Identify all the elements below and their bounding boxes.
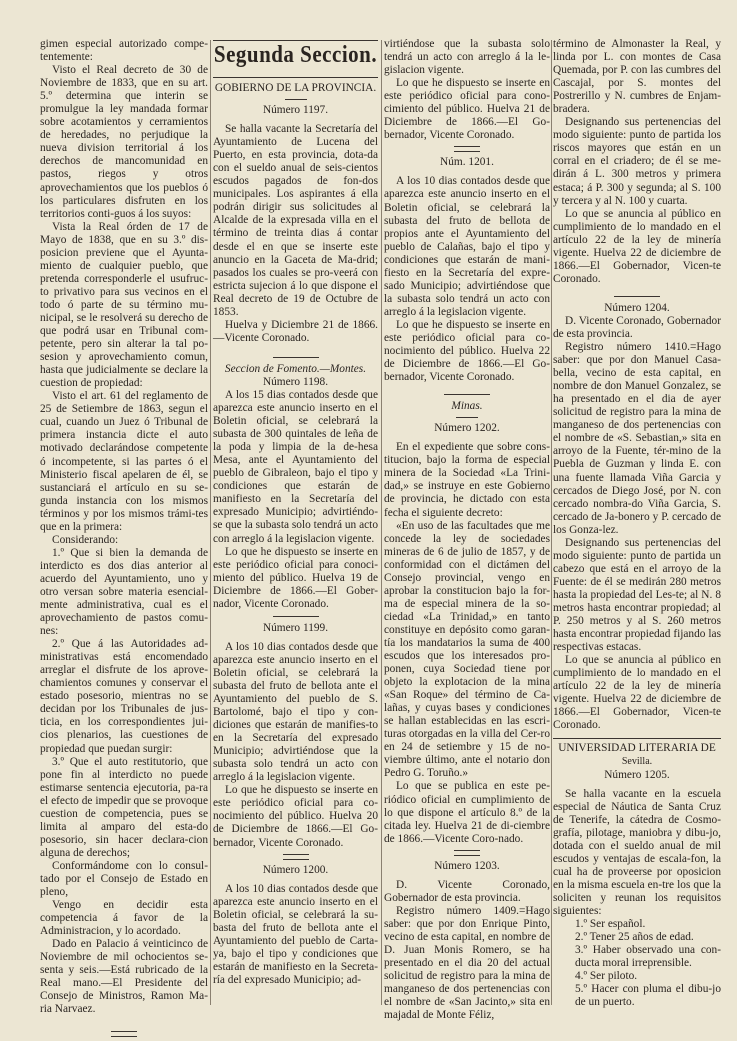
paragraph: Registro número 1410.=Hago saber: que por don Manuel Casa-bella, vecino de esta capital, en nombre de don Manuel Gonzalez, se ha presentado en el dia de ayer solicitud de registro para la mina de manganeso de dos pertenencias con el nombre de «S. Sebastian,» sita en arroyo de la Fuente, tér-mino de la Puebla de Guzman y linda E. con una fuente llamada Viña Garcia y cercados de Diego José, por N. con cercado nombra-do Viña Garcia, S. cercado de Ja-bonero y P. cercado de los Gonza-lez. <box>553 341 721 536</box>
requirement-item: 1.º Ser español. <box>575 918 646 931</box>
signature: Huelva y Diciembre 21 de 1866. —Vicente Coronado. <box>213 318 378 344</box>
column-divider <box>551 40 552 1005</box>
heading-governor: D. Vicente Coronado, Gobernador de esta provincia. <box>553 314 721 340</box>
paragraph: Lo que se anuncia al público en cumplimiento de lo mandado en el artículo 22 de la ley de minería vigente. Huelva 22 de diciembre de 1866.—El Gobernador, Vicen-te Coronado. <box>553 207 721 285</box>
section-header-box <box>213 40 378 78</box>
heading-fomento: Seccion de Fomento.—Montes. <box>224 362 367 375</box>
paragraph: virtiéndose que la subasta solo tendrá un acto con arreglo á la le-gislacion vigente. <box>384 38 550 77</box>
paragraph: Vengo en decidir esta competencia á favor de la Administracion, y lo acordado. <box>40 899 208 938</box>
divider <box>111 1031 137 1037</box>
column-4 <box>553 38 721 1009</box>
paragraph: Lo que he dispuesto se inserte en este periódico oficial para cono-cimiento del público. Huelva 21 de Diciembre de 1866.—El Go-bernador, Vicente Coronado. <box>384 77 550 142</box>
column-1 <box>40 38 208 1041</box>
heading-universidad: UNIVERSIDAD LITERARIA DE <box>558 742 716 755</box>
column-3 <box>384 38 550 1022</box>
divider <box>283 854 309 860</box>
paragraph: Conformándome con lo consul-tado por el Consejo de Estado en pleno, <box>40 859 208 899</box>
notice-number: Número 1204. <box>604 301 670 314</box>
notice-number: Número 1205. <box>604 768 670 781</box>
paragraph: A los 10 dias contados desde que aparezca este anuncio inserto en el Boletin oficial, se celebrará la subasta del fruto de bellota ante el Ayuntamiento del pueblo de S. Bartolomé, bajo el tipo y con-diciones que estarán de manifies-to en la Secretaría del expresado Municipio; advirtiéndose que la subasta solo tendrá un acto con arreglo á la legislacion vigente. <box>213 640 378 784</box>
paragraph: Se halla vacante en la escuela especial de Náutica de Santa Cruz de Tenerife, la cátedra de Cosmo-grafía, pilotage, maniobra y dibu-jo, dotada con el sueldo anual de mil escudos y ventajas de escala-fon, la cual ha de proveerse por oposicion en la misma escuela en-tre los que la soliciten y reunan los requisitos siguientes: <box>553 787 721 917</box>
paragraph: Se halla vacante la Secretaría del Ayuntamiento de Lucena del Puerto, en esta provincia, dota-da con el sueldo anual de seis-cientos escudos pagados de fon-dos municipales. Los aspirantes á ella podrán dirigir sus solicitudes al Alcalde de la expresada villa en el término de treinta dias á contar desde el en que se inserte este anuncio en la Gaceta de Ma-drid; pasados los cuales se pro-veerá con estricta sujecion á lo que dispone el Real decreto de 19 de Octubre de 1853. <box>213 123 378 318</box>
paragraph: Lo que he dispuesto se inserte en este periódico oficial para conoci-miento del público. Huelva 19 de Diciembre de 1866.—El Gober-nador, Vicente Coronado. <box>213 545 378 610</box>
heading-gobierno: GOBIERNO DE LA PROVINCIA. <box>214 82 377 94</box>
notice-number: Número 1200. <box>262 863 329 876</box>
paragraph: Visto el art. 61 del reglamento de 25 de Setiembre de 1863, segun el cual, cuando un Juez ó Tribunal de primera instancia dicte el auto motivado declarándose competente ó incompetente, si las partes ó el Ministerio fiscal apelaren de él, se sustanciará el artículo en su se-gunda instancia con los mismos términos y por los mismos trámi-tes que en la primera: <box>40 390 208 533</box>
column-divider <box>381 40 382 1005</box>
notice-number: Número 1199. <box>262 621 329 634</box>
divider <box>614 296 660 297</box>
paragraph: A los 15 dias contados desde que aparezca este anuncio inserto en el Boletin oficial, se celebrará la subasta de 300 quintales de leña de la poda y limpia de la de-hesa Mesa, ante el Ayuntamiento del pueblo de Gibraleon, bajo el tipo y condiciones que estarán de manifiesto en la Secretaría del expresado Municipio; advirtiéndo-se que la subasta solo tendrá un acto con arreglo á la legislacion vigente. <box>213 388 378 545</box>
paragraph: 1.º Que si bien la demanda de interdicto es dos dias anterior al acuerdo del Ayuntamiento, uno y otro versan sobre materia esencial-mente administrativa, cual es el aprovechamiento de pastos comu-nes: <box>40 546 208 638</box>
paragraph: En el expediente que sobre cons-titucion, bajo la forma de especial minera de la Sociedad «La Trini-dad,» se instruye en este Gobierno de provincia, he dictado con esta fecha el siguiente decreto: <box>384 441 550 519</box>
heading-minas: Minas. <box>451 400 483 413</box>
notice-number: Número 1202. <box>434 422 500 435</box>
requirement-item: 2.º Tener 25 años de edad. <box>575 931 694 944</box>
paragraph: Considerando: <box>52 533 119 546</box>
paragraph: Designando sus pertenencias del modo siguiente: punto de partida los riscos mayores que están en un corral en el criadero; de él se me-dirán á L. 300 metros y primera estaca; á P. 300 y segunda; al S. 100 y tercera y al N. 100 y cuarta. <box>553 116 721 207</box>
divider <box>456 417 478 418</box>
university-header <box>553 738 721 768</box>
paragraph: Designando sus pertenencias del modo siguiente: punto de partida un cabezo que está en el arroyo de la Fuente: de él se medirán 280 metros hasta la propiedad del Les-te; al N. 8 metros hasta encontrar propiedad; al P. 250 metros y al S. 260 metros hasta encontrar propiedad fijando las respectivas estacas. <box>553 536 721 654</box>
section-title: Segunda Seccion. <box>213 40 378 68</box>
paragraph: Vista la Real órden de 17 de Mayo de 1838, que en su 3.º dis-posicion previene que el Ayunta-miento de cualquier pueblo, que pretenda corresponderle el usufruc-to privativo para sus vecinos en el todo ó parte de su término mu-nicipal, se le resolverá su derecho de que podrá usar en Tribunal com-petente, pero sin alterar la tal po-sesion y aprovechamiento comun, hasta que judicialmente se declare la cuestion de propiedad: <box>40 220 208 390</box>
column-2 <box>213 38 378 987</box>
paragraph: A los 10 dias contados desde que aparezca este anuncio inserto en el Boletin oficial, se celebrará la subasta del fruto de bellota de propios ante el Ayuntamiento del pueblo de Calañas, bajo el tipo y condiciones que estarán de mani-fiesto en la Secretaría del expre-sado Municipio; advirtiéndose que la subasta solo tendrá un acto con arreglo á la legislacion vigente. <box>384 175 550 318</box>
paragraph: Registro número 1409.=Hago saber: que por don Enrique Pinto, vecino de esta capital, en nombre de D. Juan Monis Romero, se ha presentado en el dia 20 del actual solicitud de registro para la mina de manganeso de dos pertenencias con el nombre de «San Jacinto,» sita en majadal de Monte Féliz, <box>384 904 550 1022</box>
paragraph: Dado en Palacio á veinticinco de Noviembre de mil ochocientos se-senta y seis.—Está rubricado de la Real mano.—El Presidente del Consejo de Ministros, Ramon Ma-ria Narvaez. <box>40 938 208 1016</box>
column-divider <box>210 40 211 1005</box>
requirement-item: 5.º Hacer con pluma el dibu-jo de un puerto. <box>575 983 721 1009</box>
divider <box>273 357 319 358</box>
heading-sevilla: Sevilla. <box>621 756 653 768</box>
paragraph: Lo que he dispuesto se inserte en este periódico oficial para co-nocimiento del público. Huelva 20 de Diciembre de 1866.—El Go-bernador, Vicente Coronado. <box>213 784 378 849</box>
paragraph: A los 10 dias contados desde que aparezca este anuncio inserto en el Boletin oficial, se celebrará la su-basta del fruto de bellota ante el Ayuntamiento del pueblo de Carta-ya, bajo el tipo y condiciones que estarán de manifiesto en la Secreta-ría del expresado Municipio; ad- <box>213 882 378 986</box>
requirement-item: 3.º Haber observado una con-ducta moral irreprensible. <box>575 944 721 970</box>
heading-governor: D. Vicente Coronado, Gobernador de esta provincia. <box>384 878 550 904</box>
paragraph: 3.º Que el auto restitutorio, que pone fin al interdicto no puede estimarse sentencia ejecutoria, pa-ra el efecto de impedir que se provoque cuestion de competencia, pues se limita al amparo del esta-do posesorio, sin hacer declara-cion alguna de derechos; <box>40 755 208 859</box>
paragraph: Lo que he dispuesto se inserte en este periódico oficial para co-nocimiento del público. Huelva 22 de Diciembre de 1866.—El Go-bernador, Vicente Coronado. <box>384 318 550 384</box>
paragraph: «En uso de las facultades que me concede la ley de sociedades mineras de 6 de julio de 1857, y de conformidad con el dictámen del Consejo provincial, vengo en aprobar la constitucion bajo la for-ma de especial minera de la so-ciedad «La Trinidad,» en tanto constituye en depósito como garan-tía los mandatarios la suma de 400 escudos que los interesados pro-ponen, cuya Sociedad tiene por objeto la explotacion de la mina «San Roque» del término de Ca-lañas, y cuyas bases y condiciones se hallan establecidas en las escri-turas otorgadas en la villa del Cer-ro en 24 de setiembre y 15 de no-viembre último, ante el notario don Pedro G. Toruño.» <box>384 519 550 780</box>
divider <box>444 394 490 395</box>
divider <box>454 850 480 856</box>
paragraph: Lo que se publica en este pe-riódico oficial en cumplimiento de lo que dispone el artículo 8.º de la citada ley. Huelva 21 de di-ciembre de 1866.—Vicente Coro-nado. <box>384 780 550 845</box>
paragraph: gimen especial autorizado compe-tentemente: <box>40 38 208 64</box>
paragraph: 2.º Que á las Autoridades ad-ministrativas está encomendado arreglar el disfrute de los aprove-chamientos comunes y conservar el estado posesorio, mientras no se decidan por los Tribunales de jus-ticia, en los correspondientes jui-cios plenarios, las cuestiones de propiedad que puedan surgir: <box>40 638 208 755</box>
paragraph: Lo que se anuncia al público en cumplimiento de lo mandado en el artículo 22 de la ley de minería vigente. Huelva 22 de diciembre de 1866.—El Gobernador, Vicen-te Coronado. <box>553 654 721 732</box>
paragraph: término de Almonaster la Real, y linda por L. con montes de Casa Quemada, por P. con las cumbres del Cascajal, por S. montes del Postrerillo y N. cumbres de Enjam-bradera. <box>553 38 721 116</box>
requirement-item: 4.º Ser piloto. <box>575 970 638 983</box>
notice-number: Número 1197. <box>262 104 329 117</box>
notice-number: Número 1203. <box>434 859 500 872</box>
paragraph: Visto el Real decreto de 30 de Noviembre de 1833, que en su art. 5.º determina que interin se promulgue la ley mandada formar sobre acotamientos y cerramientos de heredades, no perjudique la nueva division territorial á los derechos de mancomunidad en pastos, riegos y otros aprovechamientos que los pueblos ó los particulares disfruten en los territorios conti-guos á los suyos: <box>40 64 208 220</box>
notice-number: Número 1198. <box>262 375 329 388</box>
divider <box>273 616 319 617</box>
divider <box>285 99 307 100</box>
notice-number: Núm. 1201. <box>440 156 494 169</box>
divider <box>454 146 480 152</box>
